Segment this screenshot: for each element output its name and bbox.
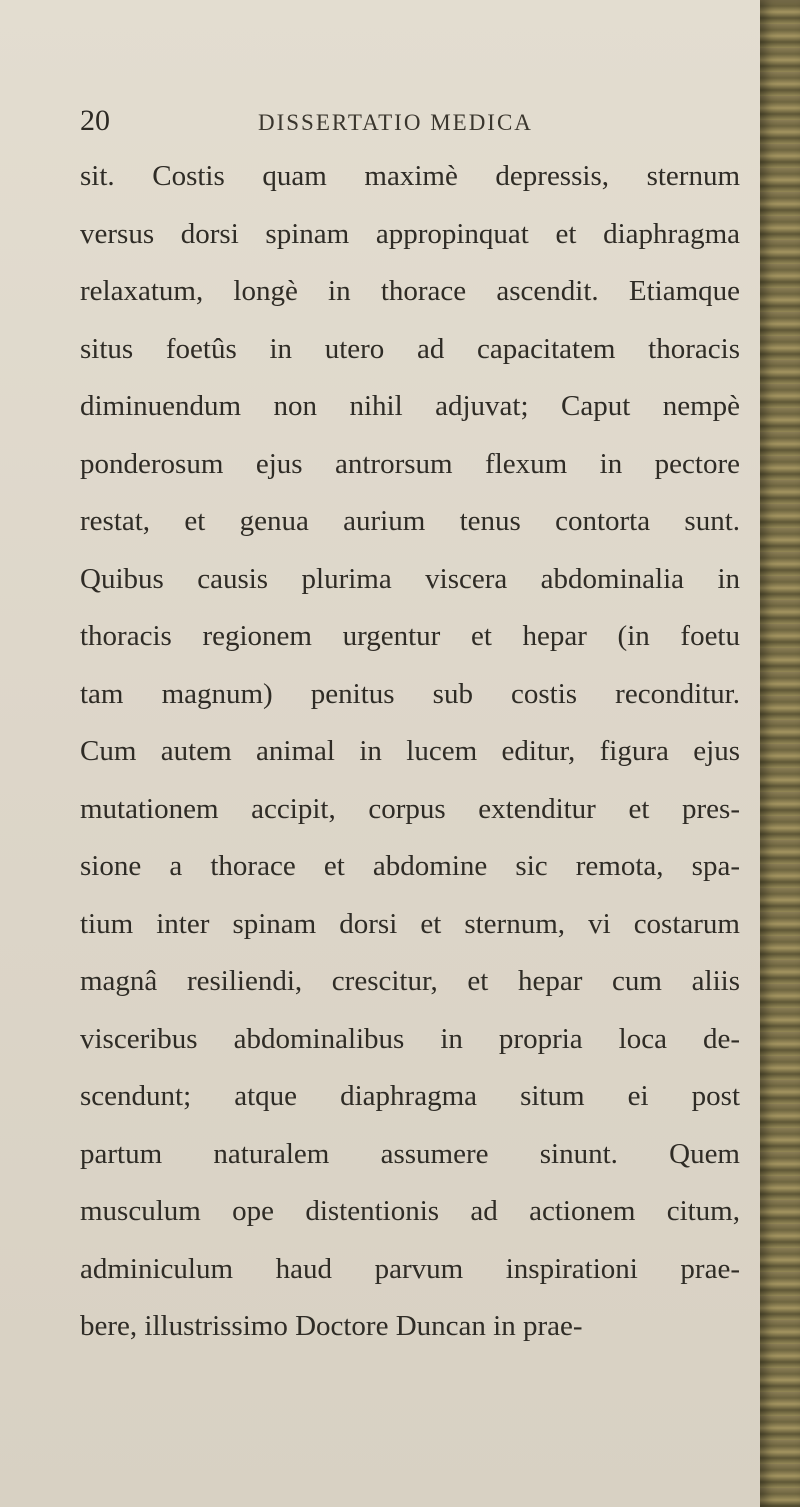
text-line: bere, illustrissimo Doctore Duncan in prae-: [80, 1310, 583, 1342]
text-line: ponderosum ejus antrorsum flexum in pectore: [80, 447, 740, 480]
text-line: versus dorsi spinam appropinquat et diaphragma: [80, 217, 740, 250]
body-paragraph: [80, 148, 740, 1356]
text-line: situs foetûs in utero ad capacitatem thoracis: [80, 332, 740, 365]
text-line: visceribus abdominalibus in propria loca de-: [80, 1022, 740, 1055]
page-number: 20: [80, 104, 110, 137]
text-line: tam magnum) penitus sub costis reconditur.: [80, 677, 740, 710]
running-head: DISSERTATIO MEDICA: [258, 110, 533, 135]
text-line: thoracis regionem urgentur et hepar (in foetu: [80, 620, 740, 652]
text-line: sione a thorace et abdomine sic remota, spa-: [80, 850, 740, 882]
text-line: musculum ope distentionis ad actionem citum,: [80, 1195, 740, 1227]
text-line: Quibus causis plurima viscera abdominalia in: [80, 562, 740, 595]
text-line: adminiculum haud parvum inspirationi prae-: [80, 1252, 740, 1285]
text-line: sit. Costis quam maximè depressis, sternum: [80, 160, 740, 192]
text-line: diminuendum non nihil adjuvat; Caput nempè: [80, 390, 740, 422]
text-line: restat, et genua aurium tenus contorta sunt.: [80, 505, 740, 537]
text-line: relaxatum, longè in thorace ascendit. Etiamque: [80, 275, 740, 307]
text-line: Cum autem animal in lucem editur, figura ejus: [80, 735, 740, 767]
text-line: magnâ resiliendi, crescitur, et hepar cum aliis: [80, 965, 740, 997]
text-line: mutationem accipit, corpus extenditur et pres-: [80, 792, 740, 825]
text-line: scendunt; atque diaphragma situm ei post: [80, 1080, 740, 1112]
text-line: partum naturalem assumere sinunt. Quem: [80, 1137, 740, 1170]
page-edge-binding: [760, 0, 800, 1507]
text-line: tium inter spinam dorsi et sternum, vi costarum: [80, 907, 740, 940]
